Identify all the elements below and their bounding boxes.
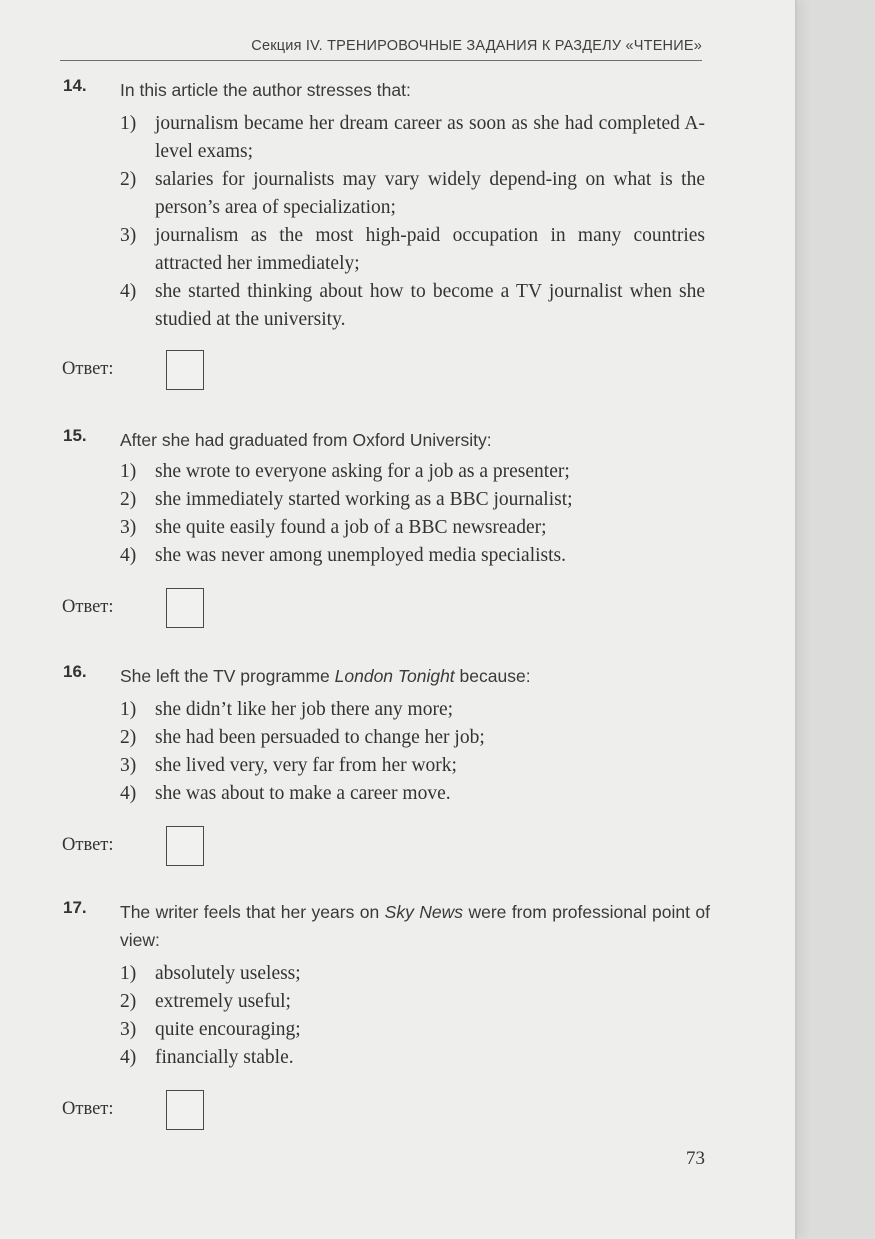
option-number: 1) (120, 963, 137, 984)
option-text: she didn’t like her job there any more; (155, 699, 454, 720)
option-item (120, 222, 705, 278)
answer-label: Ответ: (62, 597, 114, 617)
option-text: financially stable. (155, 1047, 294, 1068)
option-list (120, 110, 705, 334)
programme-title: London Tonight (334, 666, 455, 686)
option-number: 4) (120, 1047, 137, 1068)
answer-box[interactable] (166, 826, 204, 866)
option-number: 3) (120, 755, 137, 776)
option-item (120, 752, 705, 780)
option-item (120, 960, 705, 988)
question-number: 15. (63, 426, 87, 445)
option-list (120, 960, 705, 1072)
option-number: 1) (120, 699, 137, 720)
option-item (120, 486, 705, 514)
option-list (120, 458, 705, 570)
option-text: she was never among unemployed media specialists. (155, 545, 567, 566)
option-text: she lived very, very far from her work; (155, 755, 457, 776)
option-text: salaries for journalists may vary widely depend-ing on what is the person’s area of specialization; (155, 169, 705, 218)
stem-text: were from professional point of view: (120, 902, 711, 950)
option-text: she wrote to everyone asking for a job as a presenter; (155, 461, 570, 482)
option-number: 2) (120, 727, 137, 748)
option-item (120, 696, 705, 724)
option-number: 2) (120, 991, 137, 1012)
option-text: extremely useful; (155, 991, 291, 1012)
option-text: journalism as the most high-paid occupation in many countries attracted her immediately; (155, 225, 705, 274)
answer-box[interactable] (166, 588, 204, 628)
option-item (120, 166, 705, 222)
option-item (120, 278, 705, 334)
option-text: she started thinking about how to become a TV journalist when she studied at the university. (155, 281, 705, 330)
question-stem: In this article the author stresses that: (120, 80, 411, 100)
option-number: 2) (120, 489, 137, 510)
option-text: she quite easily found a job of a BBC newsreader; (155, 517, 547, 538)
option-text: she had been persuaded to change her job; (155, 727, 485, 748)
option-number: 4) (120, 281, 137, 302)
option-number: 4) (120, 545, 137, 566)
option-text: journalism became her dream career as soon as she had completed A-level exams; (155, 113, 705, 162)
question-number: 14. (63, 76, 87, 95)
answer-label: Ответ: (62, 835, 114, 855)
option-list (120, 696, 705, 808)
answer-label: Ответ: (62, 359, 114, 379)
option-number: 1) (120, 461, 137, 482)
option-text: she was about to make a career move. (155, 783, 451, 804)
option-item (120, 780, 705, 808)
question-number: 17. (63, 898, 87, 917)
question-stem (120, 662, 710, 690)
question-stem (120, 898, 710, 954)
option-number: 3) (120, 225, 137, 246)
option-item (120, 542, 705, 570)
question-stem: After she had graduated from Oxford University: (120, 430, 492, 450)
option-text: absolutely useless; (155, 963, 301, 984)
stem-text: because: (454, 666, 531, 686)
stem-text: The writer feels that her years on (120, 902, 385, 922)
option-item (120, 458, 705, 486)
stem-text: She left the TV programme (120, 666, 335, 686)
option-text: she immediately started working as a BBC journalist; (155, 489, 573, 510)
option-item (120, 724, 705, 752)
option-number: 2) (120, 169, 137, 190)
question-number: 16. (63, 662, 87, 681)
answer-label: Ответ: (62, 1099, 114, 1119)
option-item (120, 1016, 705, 1044)
option-text: quite encouraging; (155, 1019, 301, 1040)
option-item (120, 988, 705, 1016)
option-number: 4) (120, 783, 137, 804)
section-header: Секция IV. ТРЕНИРОВОЧНЫЕ ЗАДАНИЯ К РАЗДЕЛУ «ЧТЕНИЕ» (60, 38, 702, 61)
option-item (120, 110, 705, 166)
programme-title: Sky News (384, 902, 464, 922)
option-item (120, 514, 705, 542)
answer-box[interactable] (166, 1090, 204, 1130)
option-number: 3) (120, 1019, 137, 1040)
answer-box[interactable] (166, 350, 204, 390)
option-item (120, 1044, 705, 1072)
option-number: 3) (120, 517, 137, 538)
option-number: 1) (120, 113, 137, 134)
page-number: 73 (686, 1148, 705, 1169)
